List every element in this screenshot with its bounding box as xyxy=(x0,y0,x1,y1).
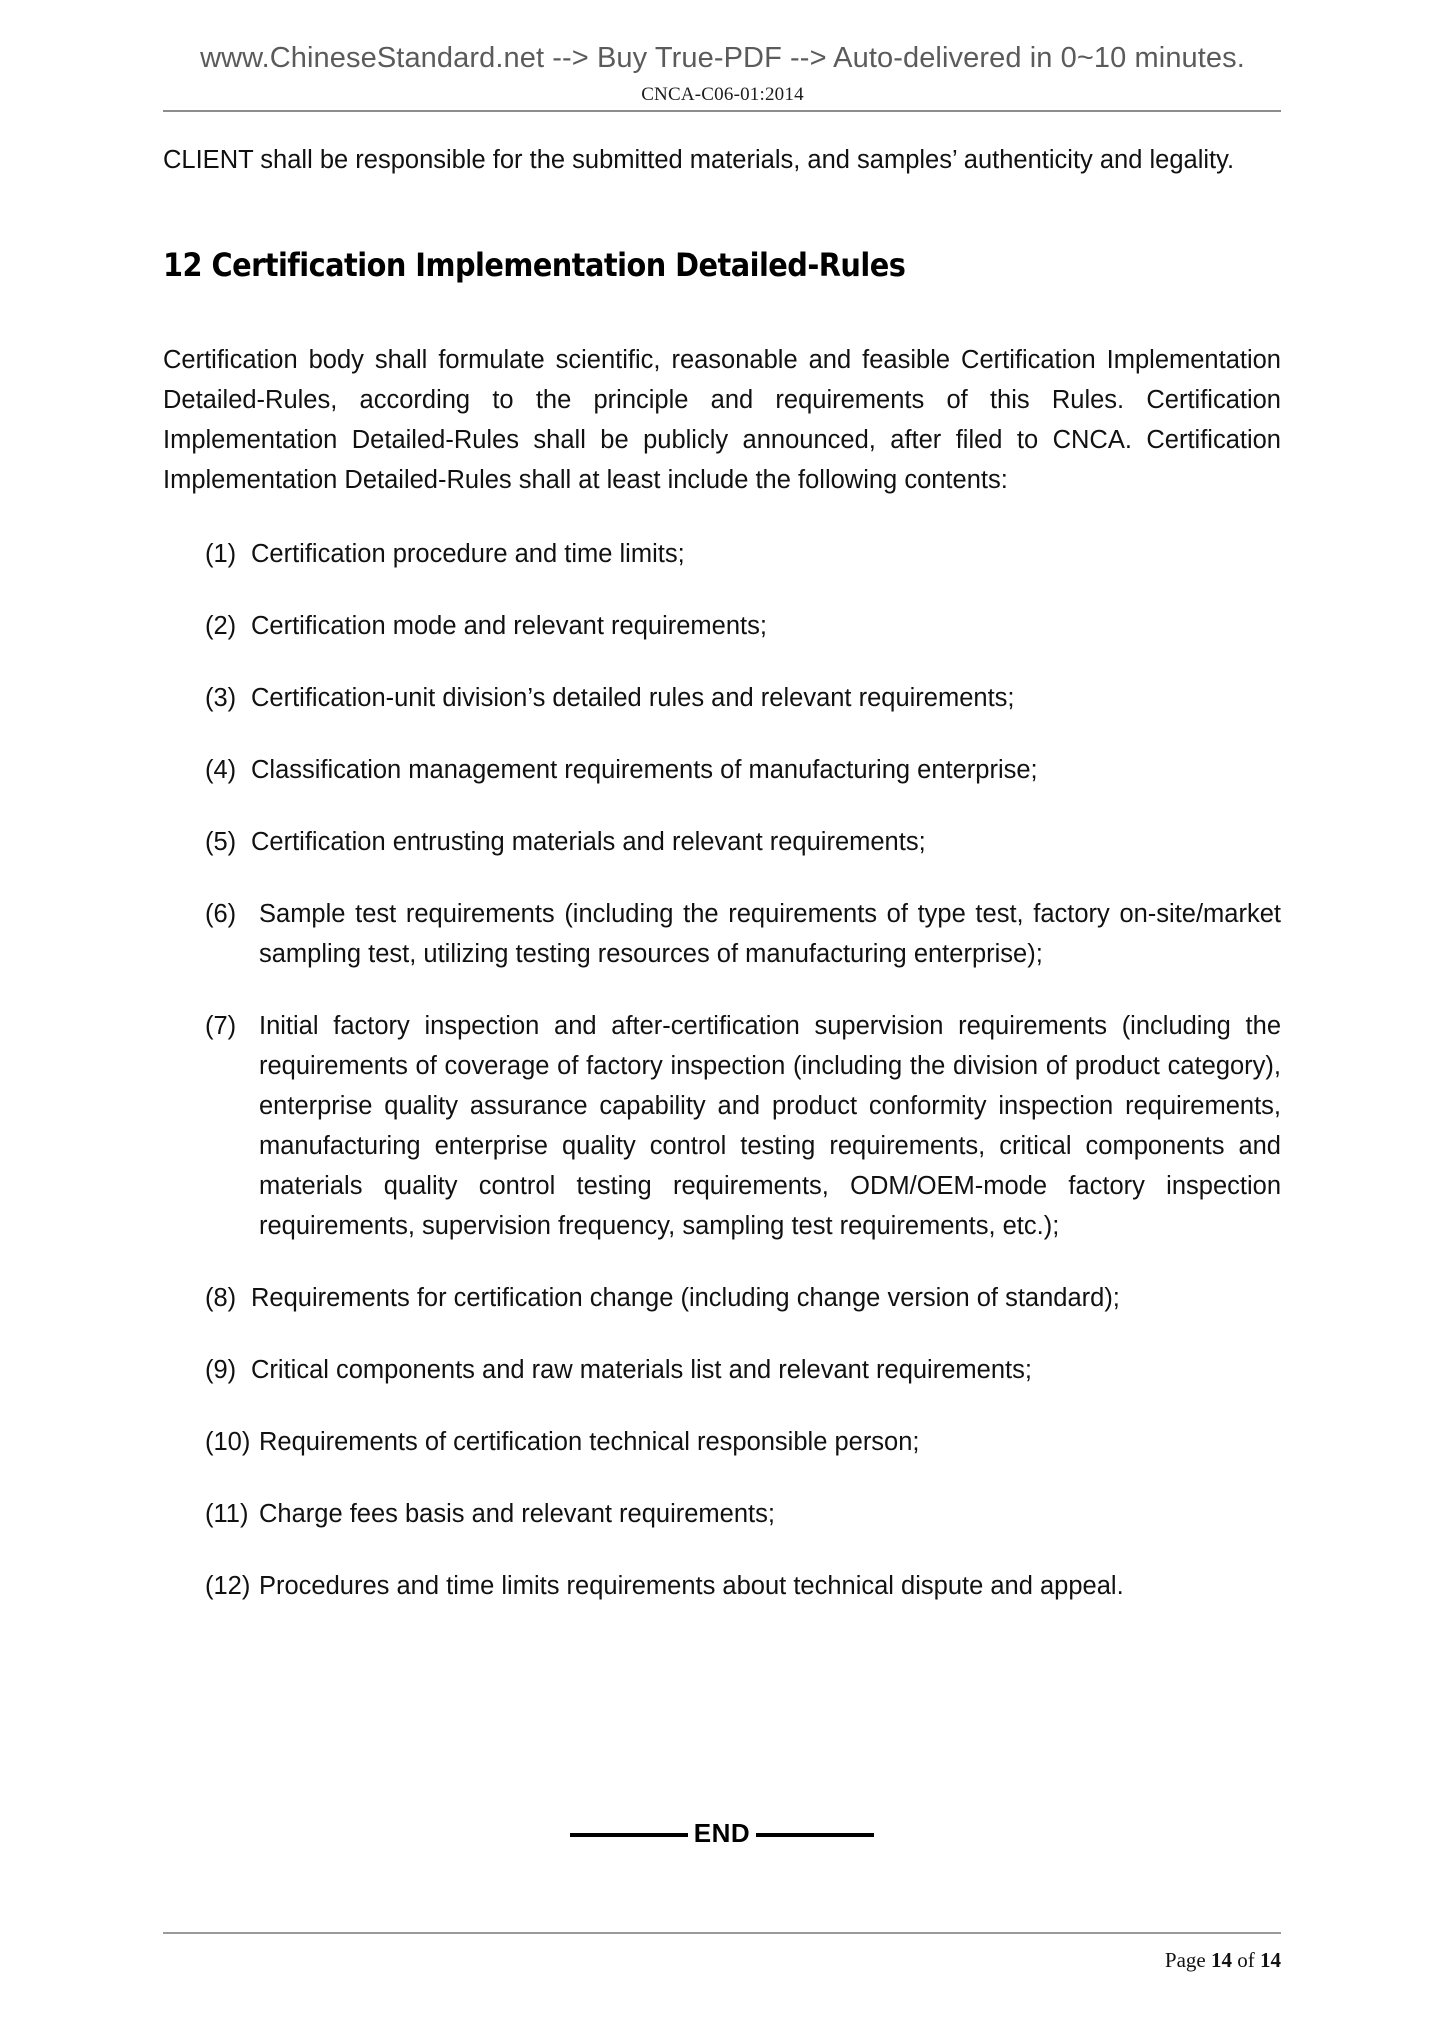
list-item-marker: (6) xyxy=(205,900,237,928)
list-item xyxy=(163,1422,1281,1462)
end-rule-right xyxy=(756,1833,874,1837)
list-item-marker: (7) xyxy=(205,1012,237,1040)
end-marker-text xyxy=(564,1818,880,1848)
list-item xyxy=(163,1278,1281,1318)
page-title: 12 Certification Implementation Detailed-Rules xyxy=(163,246,906,284)
standard-code: CNCA-C06-01:2014 xyxy=(641,84,804,105)
list-item xyxy=(163,1566,1281,1606)
list-item-label: Certification mode and relevant requirements; xyxy=(251,612,767,640)
list-item xyxy=(163,822,1281,862)
list-item-label: Certification entrusting materials and relevant requirements; xyxy=(251,828,926,856)
list-item xyxy=(163,1006,1281,1246)
section-heading-block xyxy=(163,180,1281,340)
list-item-marker: (10) xyxy=(205,1428,251,1456)
footer-page-number: 14 xyxy=(1211,1948,1232,1972)
list-item xyxy=(163,750,1281,790)
list-item-marker: (11) xyxy=(205,1500,249,1528)
list-item xyxy=(163,606,1281,646)
list-item-marker: (9) xyxy=(205,1356,237,1384)
list-item xyxy=(163,1494,1281,1534)
list-item-marker: (2) xyxy=(205,612,237,640)
header-divider xyxy=(163,110,1281,112)
lead-paragraph: Certification body shall formulate scientific, reasonable and feasible Certification Implementation Detailed-Rules, according to the principle and requirements of this Rules. Certification Implementation Detailed-Rules shall be publicly announced, after filed to CNCA. Certification Implementation Detailed-Rules shall at least include the following contents: xyxy=(163,346,1281,494)
list-item-label: Certification-unit division’s detailed rules and relevant requirements; xyxy=(251,684,1015,712)
watermark-header: www.ChineseStandard.net --> Buy True-PDF --> Auto-delivered in 0~10 minutes. xyxy=(200,42,1245,74)
list-item-label: Classification management requirements of manufacturing enterprise; xyxy=(251,756,1038,784)
footer-page-prefix: Page xyxy=(1164,1948,1211,1972)
list-item xyxy=(163,894,1281,974)
footer-page-total: 14 xyxy=(1260,1948,1281,1972)
list-item xyxy=(163,1350,1281,1390)
page-footer xyxy=(163,1948,1281,1973)
list-item-marker: (4) xyxy=(205,756,237,784)
list-item xyxy=(163,678,1281,718)
footer-page-middle: of xyxy=(1232,1948,1260,1972)
list-item-marker: (5) xyxy=(205,828,237,856)
list-item-marker: (1) xyxy=(205,540,237,568)
end-label: END xyxy=(693,1818,751,1848)
list-item-label: Requirements of certification technical responsible person; xyxy=(259,1428,920,1456)
intro-paragraph: CLIENT shall be responsible for the submitted materials, and samples’ authenticity and legality. xyxy=(163,146,1235,174)
end-rule-left xyxy=(570,1833,688,1837)
list-item xyxy=(163,534,1281,574)
list-item-label: Critical components and raw materials list and relevant requirements; xyxy=(251,1356,1032,1384)
list-item-label: Certification procedure and time limits; xyxy=(251,540,685,568)
list-item-marker: (8) xyxy=(205,1284,237,1312)
end-marker xyxy=(163,1818,1281,1849)
list-item-label: Initial factory inspection and after-certification supervision requirements (including the requirements of coverage of factory inspection (including the division of product category), enterprise quality assurance capability and product conformity inspection requirements, manufacturing enterprise quality control testing requirements, critical components and materials quality control testing requirements, ODM/OEM-mode factory inspection requirements, supervision frequency, sampling test requirements, etc.); xyxy=(259,1012,1281,1240)
list-item-marker: (3) xyxy=(205,684,237,712)
requirements-list xyxy=(163,534,1281,1638)
list-item-label: Procedures and time limits requirements about technical dispute and appeal. xyxy=(259,1572,1124,1600)
document-content xyxy=(163,140,1281,1670)
list-item-marker: (12) xyxy=(205,1572,251,1600)
list-item-label: Charge fees basis and relevant requirements; xyxy=(259,1500,775,1528)
list-item-label: Requirements for certification change (including change version of standard); xyxy=(251,1284,1120,1312)
list-item-label: Sample test requirements (including the requirements of type test, factory on-site/market sampling test, utilizing testing resources of manufacturing enterprise); xyxy=(259,900,1281,968)
footer-divider xyxy=(163,1932,1281,1934)
